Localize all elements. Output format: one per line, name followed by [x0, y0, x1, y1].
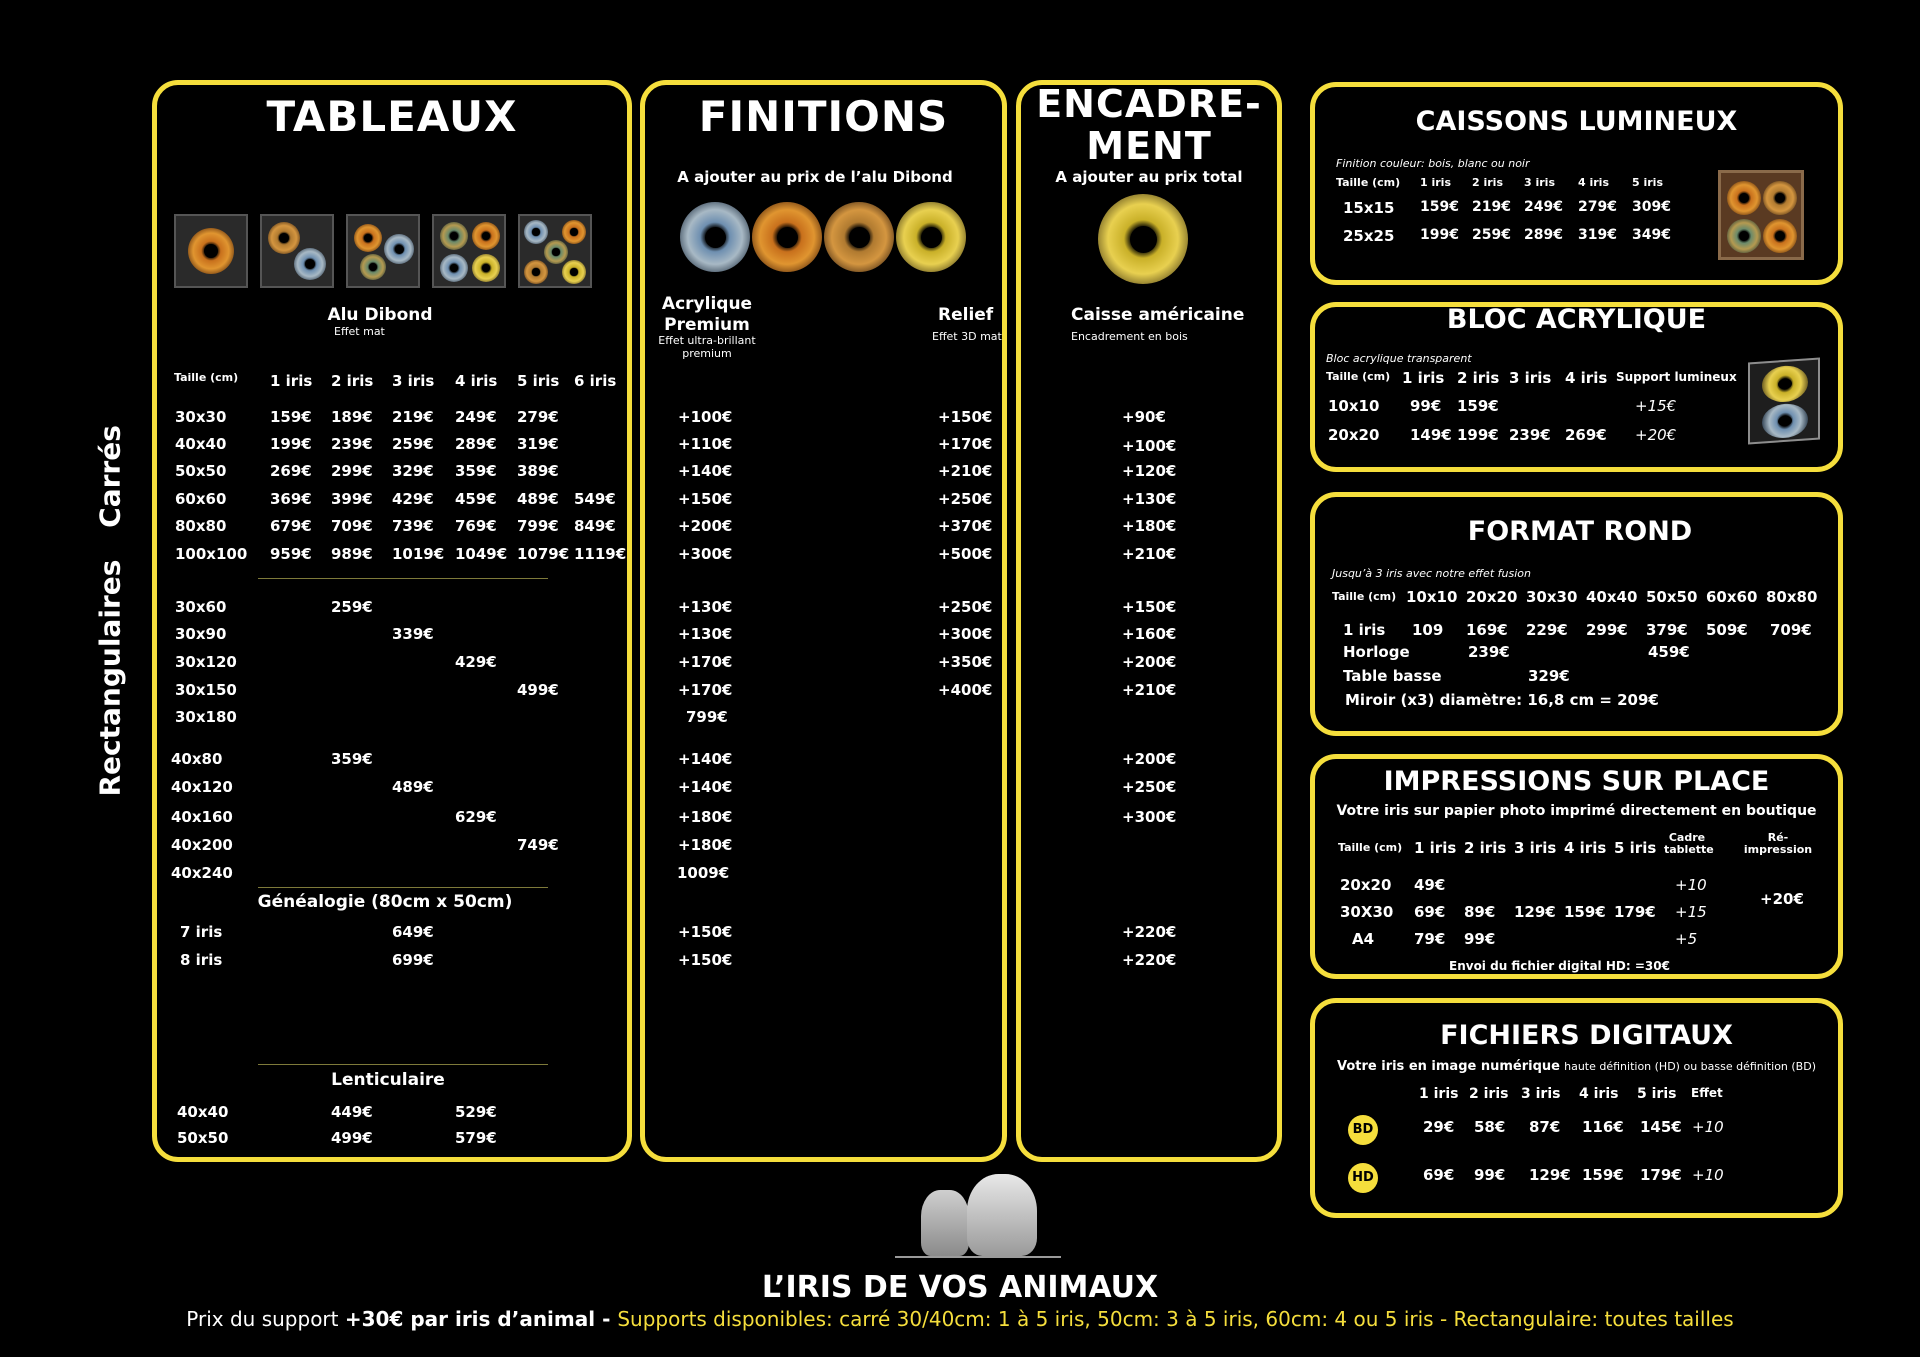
relief-title: Relief: [938, 305, 994, 325]
column-header: 40x40: [1586, 588, 1638, 606]
price-cell: 319€: [517, 435, 559, 453]
eye-icon: [680, 202, 750, 272]
price-cell: 129€: [1514, 903, 1556, 921]
price-cell: 149€: [1410, 426, 1452, 444]
eye-icon: [472, 222, 500, 250]
price-cell: 339€: [392, 625, 434, 643]
price-cell: 359€: [455, 462, 497, 480]
column-header: Taille (cm): [1326, 370, 1391, 383]
impressions-title: IMPRESSIONS SUR PLACE: [1383, 766, 1770, 797]
price-cell: +150€: [1122, 598, 1177, 616]
price-cell: 199€: [1420, 227, 1459, 243]
price-cell: 129€: [1529, 1166, 1571, 1184]
price-cell: 30x30: [175, 408, 227, 426]
eye-icon: [354, 224, 382, 252]
price-cell: 369€: [270, 490, 312, 508]
price-cell: 69€: [1414, 903, 1446, 921]
price-cell: 489€: [517, 490, 559, 508]
price-cell: 699€: [392, 951, 434, 969]
column-header: Taille (cm): [1338, 841, 1403, 854]
reimpression-header: Ré-impression: [1743, 831, 1813, 856]
animaux-line: [0, 1307, 1920, 1331]
column-header: 2 iris: [1464, 839, 1507, 857]
column-header: 3 iris: [1524, 176, 1555, 189]
column-header: Taille (cm): [174, 371, 239, 384]
price-cell: 959€: [270, 545, 312, 563]
caissons-title: CAISSONS LUMINEUX: [1415, 106, 1738, 137]
column-header: 3 iris: [1509, 369, 1552, 387]
price-cell: 79€: [1414, 930, 1446, 948]
price-cell: 329€: [392, 462, 434, 480]
price-cell: 40x40: [175, 435, 227, 453]
price-cell: 359€: [331, 750, 373, 768]
price-cell: 629€: [455, 808, 497, 826]
column-header: 3 iris: [1514, 839, 1557, 857]
price-cell: 29€: [1423, 1118, 1455, 1136]
price-cell: +150€: [678, 490, 733, 508]
caissons-note: Finition couleur: bois, blanc ou noir: [1336, 157, 1530, 170]
price-cell: +300€: [1122, 808, 1177, 826]
bloc-photo: [1748, 357, 1820, 444]
price-cell: 100x100: [175, 545, 248, 563]
label-carres: Carrés: [93, 425, 127, 528]
cat-icon: [921, 1190, 969, 1256]
price-cell: 169€: [1466, 621, 1508, 639]
size-cell: 40x120: [171, 778, 233, 796]
size-cell: 40x160: [171, 808, 233, 826]
eye-icon: [1762, 364, 1808, 403]
price-cell: 1119€: [574, 545, 627, 563]
price-cell: 299€: [1586, 621, 1628, 639]
relief-sub: Effet 3D mat: [932, 330, 1002, 343]
price-cell: +180€: [678, 836, 733, 854]
price-cell: 649€: [392, 923, 434, 941]
price-cell: 509€: [1706, 621, 1748, 639]
price-cell: +10: [1692, 1166, 1724, 1184]
column-header: 80x80: [1766, 588, 1818, 606]
price-cell: 679€: [270, 517, 312, 535]
price-cell: 289€: [1524, 227, 1563, 243]
dog-icon: [967, 1174, 1037, 1256]
price-cell: +140€: [678, 462, 733, 480]
price-cell: +210€: [1122, 545, 1177, 563]
price-cell: 159€: [270, 408, 312, 426]
price-cell: 25x25: [1343, 227, 1395, 245]
eye-icon: [472, 254, 500, 282]
price-cell: 89€: [1464, 903, 1496, 921]
price-cell: +100€: [678, 408, 733, 426]
price-cell: 199€: [270, 435, 312, 453]
price-cell: 529€: [455, 1103, 497, 1121]
eye-icon: [188, 228, 234, 274]
price-cell: 499€: [331, 1129, 373, 1147]
price-cell: +150€: [678, 923, 733, 941]
price-cell: +170€: [678, 681, 733, 699]
column-header: 3 iris: [392, 372, 435, 390]
price-cell: 1009€: [677, 864, 730, 882]
column-header: Taille (cm): [1332, 590, 1397, 603]
rond-note: Jusqu’à 3 iris avec notre effet fusion: [1332, 567, 1531, 580]
price-cell: +220€: [1122, 951, 1177, 969]
price-cell: +110€: [678, 435, 733, 453]
eye-icon: [824, 202, 894, 272]
eye-icon: [1098, 194, 1188, 284]
column-header: 5 iris: [517, 372, 560, 390]
price-cell: 429€: [455, 653, 497, 671]
price-cell: 109: [1412, 621, 1444, 639]
alu-dibond-title: Alu Dibond: [327, 305, 433, 325]
eye-icon: [440, 222, 468, 250]
encadrement-subtitle: A ajouter au prix total: [1055, 168, 1243, 186]
price-cell: 1049€: [455, 545, 508, 563]
hd-badge: HD: [1348, 1163, 1378, 1193]
column-header: 1 iris: [1402, 369, 1445, 387]
price-cell: 399€: [331, 490, 373, 508]
eye-icon: [360, 254, 386, 280]
lenticulaire-title: Lenticulaire: [331, 1070, 445, 1090]
price-cell: 87€: [1529, 1118, 1561, 1136]
column-header: 5 iris: [1614, 839, 1657, 857]
price-cell: 309€: [1632, 199, 1671, 215]
price-cell: +130€: [678, 625, 733, 643]
price-cell: 429€: [392, 490, 434, 508]
column-header: 1 iris: [270, 372, 313, 390]
price-cell: +210€: [938, 462, 993, 480]
price-cell: +200€: [1122, 653, 1177, 671]
price-cell: +5: [1675, 930, 1698, 948]
price-cell: 116€: [1582, 1118, 1624, 1136]
pets-illustration: [895, 1172, 1061, 1258]
price-cell: 99€: [1474, 1166, 1506, 1184]
eye-icon: [1727, 181, 1761, 215]
price-cell: 989€: [331, 545, 373, 563]
price-cell: 259€: [392, 435, 434, 453]
price-cell: 549€: [574, 490, 616, 508]
size-cell: 40x40: [177, 1103, 229, 1121]
column-header: Taille (cm): [1336, 176, 1401, 189]
envoi-line: Envoi du fichier digital HD: =30€: [1449, 959, 1670, 973]
price-cell: +100€: [1122, 437, 1177, 455]
price-cell: 179€: [1614, 903, 1656, 921]
column-header: 2 iris: [1472, 176, 1503, 189]
price-cell: +250€: [1122, 778, 1177, 796]
eye-icon: [1762, 402, 1808, 439]
price-cell: 279€: [517, 408, 559, 426]
price-cell: 289€: [455, 435, 497, 453]
column-header: Support lumineux: [1616, 370, 1737, 384]
price-cell: 20x20: [1340, 876, 1392, 894]
price-cell: +90€: [1122, 408, 1166, 426]
price-cell: 449€: [331, 1103, 373, 1121]
price-cell: 30X30: [1340, 903, 1394, 921]
animaux-line-start: Prix du support: [186, 1307, 345, 1331]
price-cell: 269€: [270, 462, 312, 480]
price-cell: 329€: [1528, 667, 1570, 685]
price-cell: 20x20: [1328, 426, 1380, 444]
price-cell: 179€: [1640, 1166, 1682, 1184]
size-cell: 30x60: [175, 598, 227, 616]
price-cell: 239€: [1468, 643, 1510, 661]
price-cell: +10: [1692, 1118, 1724, 1136]
price-cell: +180€: [1122, 517, 1177, 535]
animaux-title: L’IRIS DE VOS ANIMAUX: [761, 1270, 1159, 1305]
column-header: 3 iris: [1521, 1086, 1561, 1102]
price-cell: +170€: [678, 653, 733, 671]
price-cell: 1 iris: [1343, 621, 1386, 639]
price-cell: 259€: [1472, 227, 1511, 243]
price-cell: +220€: [1122, 923, 1177, 941]
caisse-title: Caisse américaine: [1071, 305, 1245, 325]
photo-2-iris: [260, 214, 334, 288]
price-cell: 239€: [1509, 426, 1551, 444]
column-header: Effet: [1691, 1086, 1723, 1100]
caisson-photo: [1718, 170, 1804, 260]
price-cell: +350€: [938, 653, 993, 671]
price-cell: +10: [1675, 876, 1707, 894]
price-cell: +200€: [678, 517, 733, 535]
price-cell: 145€: [1640, 1118, 1682, 1136]
price-cell: +200€: [1122, 750, 1177, 768]
animaux-line-bold: +30€ par iris d’animal -: [344, 1307, 618, 1331]
price-cell: 269€: [1565, 426, 1607, 444]
price-cell: +20€: [1635, 426, 1677, 444]
eye-icon: [294, 248, 326, 280]
column-header: 6 iris: [574, 372, 617, 390]
bloc-title: BLOC ACRYLIQUE: [1446, 304, 1707, 335]
price-cell: 249€: [1524, 199, 1563, 215]
fichiers-subtitle-rest: haute définition (HD) ou basse définition (BD): [1564, 1060, 1816, 1073]
price-cell: +20€: [1760, 890, 1804, 908]
size-cell: 30x180: [175, 708, 237, 726]
divider: [258, 1064, 548, 1065]
column-header: 50x50: [1646, 588, 1698, 606]
genealogie-label: 8 iris: [180, 951, 223, 969]
price-cell: +300€: [678, 545, 733, 563]
price-cell: 1079€: [517, 545, 570, 563]
eye-icon: [896, 202, 966, 272]
miroir-line: Miroir (x3) diamètre: 16,8 cm = 209€: [1345, 691, 1659, 709]
price-cell: 319€: [1578, 227, 1617, 243]
price-cell: 849€: [574, 517, 616, 535]
price-cell: +15: [1675, 903, 1707, 921]
column-header: 5 iris: [1632, 176, 1663, 189]
fichiers-subtitle-bold: Votre iris en image numérique: [1336, 1059, 1560, 1074]
price-cell: +140€: [678, 778, 733, 796]
column-header: 5 iris: [1637, 1086, 1677, 1102]
price-cell: 259€: [331, 598, 373, 616]
column-header: 4 iris: [1565, 369, 1608, 387]
column-header: 2 iris: [331, 372, 374, 390]
bloc-note: Bloc acrylique transparent: [1326, 352, 1472, 365]
price-cell: +250€: [938, 598, 993, 616]
price-cell: 199€: [1457, 426, 1499, 444]
price-cell: 459€: [1648, 643, 1690, 661]
acrylique-title: Acrylique Premium: [661, 294, 753, 335]
eye-icon: [440, 254, 468, 282]
eye-icon: [1727, 219, 1761, 253]
eye-icon: [268, 222, 300, 254]
column-header: 4 iris: [1564, 839, 1607, 857]
price-cell: A4: [1352, 930, 1375, 948]
eye-icon: [752, 202, 822, 272]
animaux-line-yellow: Supports disponibles: carré 30/40cm: 1 à 5 iris, 50cm: 3 à 5 iris, 60cm: 4 ou 5 iris - Rectangulaire: toutes tailles: [617, 1307, 1734, 1331]
encadrement-title-2: MENT: [1086, 124, 1212, 168]
eye-icon: [1763, 181, 1797, 215]
divider: [258, 578, 548, 579]
column-header: 1 iris: [1414, 839, 1457, 857]
price-cell: +130€: [1122, 490, 1177, 508]
finitions-title: FINITIONS: [698, 92, 949, 141]
price-cell: 1019€: [392, 545, 445, 563]
price-cell: 799€: [517, 517, 559, 535]
price-cell: 159€: [1564, 903, 1606, 921]
size-cell: 40x80: [171, 750, 223, 768]
tableaux-title: TABLEAUX: [266, 92, 518, 141]
eye-icon: [1763, 219, 1797, 253]
price-cell: 279€: [1578, 199, 1617, 215]
size-cell: 30x120: [175, 653, 237, 671]
column-header: 30x30: [1526, 588, 1578, 606]
price-cell: 229€: [1526, 621, 1568, 639]
column-header: 2 iris: [1469, 1086, 1509, 1102]
rond-title: FORMAT ROND: [1467, 516, 1693, 547]
column-header: 4 iris: [455, 372, 498, 390]
table-basse-label: Table basse: [1343, 667, 1442, 685]
finitions-subtitle: A ajouter au prix de l’alu Dibond: [677, 168, 953, 186]
eye-icon: [384, 234, 414, 264]
price-cell: +210€: [1122, 681, 1177, 699]
price-cell: 49€: [1414, 876, 1446, 894]
price-cell: 58€: [1474, 1118, 1506, 1136]
price-cell: +170€: [938, 435, 993, 453]
photo-3-iris: [346, 214, 420, 288]
price-cell: 799€: [686, 708, 728, 726]
column-header: 60x60: [1706, 588, 1758, 606]
price-cell: 499€: [517, 681, 559, 699]
price-cell: 99€: [1464, 930, 1496, 948]
price-cell: 749€: [517, 836, 559, 854]
column-header: 4 iris: [1578, 176, 1609, 189]
price-cell: +370€: [938, 517, 993, 535]
price-cell: +500€: [938, 545, 993, 563]
price-cell: 459€: [455, 490, 497, 508]
photo-4-iris: [432, 214, 506, 288]
price-cell: +180€: [678, 808, 733, 826]
price-cell: +120€: [1122, 462, 1177, 480]
size-cell: 40x200: [171, 836, 233, 854]
column-header: 2 iris: [1457, 369, 1500, 387]
price-cell: 159€: [1457, 397, 1499, 415]
column-header: 20x20: [1466, 588, 1518, 606]
eye-icon: [562, 220, 586, 244]
cadre-header: Cadre tablette: [1664, 831, 1714, 856]
price-cell: 69€: [1423, 1166, 1455, 1184]
ground-line: [895, 1256, 1061, 1258]
caisse-sub: Encadrement en bois: [1071, 330, 1188, 343]
price-cell: 379€: [1646, 621, 1688, 639]
price-cell: 239€: [331, 435, 373, 453]
eye-icon: [524, 220, 548, 244]
price-cell: 709€: [331, 517, 373, 535]
price-cell: +140€: [678, 750, 733, 768]
price-cell: 60x60: [175, 490, 227, 508]
size-cell: 50x50: [177, 1129, 229, 1147]
price-cell: 739€: [392, 517, 434, 535]
acrylique-sub: Effet ultra-brillant premium: [658, 334, 756, 360]
size-cell: 30x90: [175, 625, 227, 643]
column-header: 10x10: [1406, 588, 1458, 606]
price-cell: 219€: [392, 408, 434, 426]
size-cell: 40x240: [171, 864, 233, 882]
finitions-photo: [680, 198, 975, 276]
price-cell: 159€: [1582, 1166, 1624, 1184]
price-cell: 99€: [1410, 397, 1442, 415]
genealogie-title: Généalogie (80cm x 50cm): [257, 892, 513, 912]
eye-icon: [562, 260, 586, 284]
encadrement-title-1: ENCADRE-: [1036, 82, 1262, 126]
price-cell: 219€: [1472, 199, 1511, 215]
price-cell: 489€: [392, 778, 434, 796]
price-cell: 709€: [1770, 621, 1812, 639]
photo-1-iris: [174, 214, 248, 288]
price-cell: 579€: [455, 1129, 497, 1147]
genealogie-label: 7 iris: [180, 923, 223, 941]
size-cell: 30x150: [175, 681, 237, 699]
price-cell: +250€: [938, 490, 993, 508]
fichiers-title: FICHIERS DIGITAUX: [1440, 1020, 1733, 1051]
price-cell: +15€: [1635, 397, 1677, 415]
price-cell: 189€: [331, 408, 373, 426]
column-header: 1 iris: [1420, 176, 1451, 189]
photo-5-iris: [518, 214, 592, 288]
price-cell: +160€: [1122, 625, 1177, 643]
price-cell: 15x15: [1343, 199, 1395, 217]
eye-icon: [524, 260, 548, 284]
price-cell: 50x50: [175, 462, 227, 480]
price-cell: 299€: [331, 462, 373, 480]
price-cell: +150€: [938, 408, 993, 426]
horloge-label: Horloge: [1343, 643, 1410, 661]
price-cell: +130€: [678, 598, 733, 616]
divider: [258, 887, 548, 888]
label-rectangulaires: Rectangulaires: [93, 559, 127, 797]
price-cell: +300€: [938, 625, 993, 643]
price-cell: 349€: [1632, 227, 1671, 243]
impressions-subtitle: Votre iris sur papier photo imprimé directement en boutique: [1336, 803, 1817, 819]
price-cell: 389€: [517, 462, 559, 480]
bd-badge: BD: [1348, 1115, 1378, 1145]
eye-icon: [544, 240, 568, 264]
price-cell: 769€: [455, 517, 497, 535]
price-cell: 80x80: [175, 517, 227, 535]
column-header: 1 iris: [1419, 1086, 1459, 1102]
price-cell: 159€: [1420, 199, 1459, 215]
fichiers-subtitle: [1310, 1059, 1843, 1074]
price-cell: +150€: [678, 951, 733, 969]
price-cell: 10x10: [1328, 397, 1380, 415]
alu-dibond-effect: Effet mat: [334, 325, 385, 338]
column-header: 4 iris: [1579, 1086, 1619, 1102]
price-cell: 249€: [455, 408, 497, 426]
price-cell: +400€: [938, 681, 993, 699]
